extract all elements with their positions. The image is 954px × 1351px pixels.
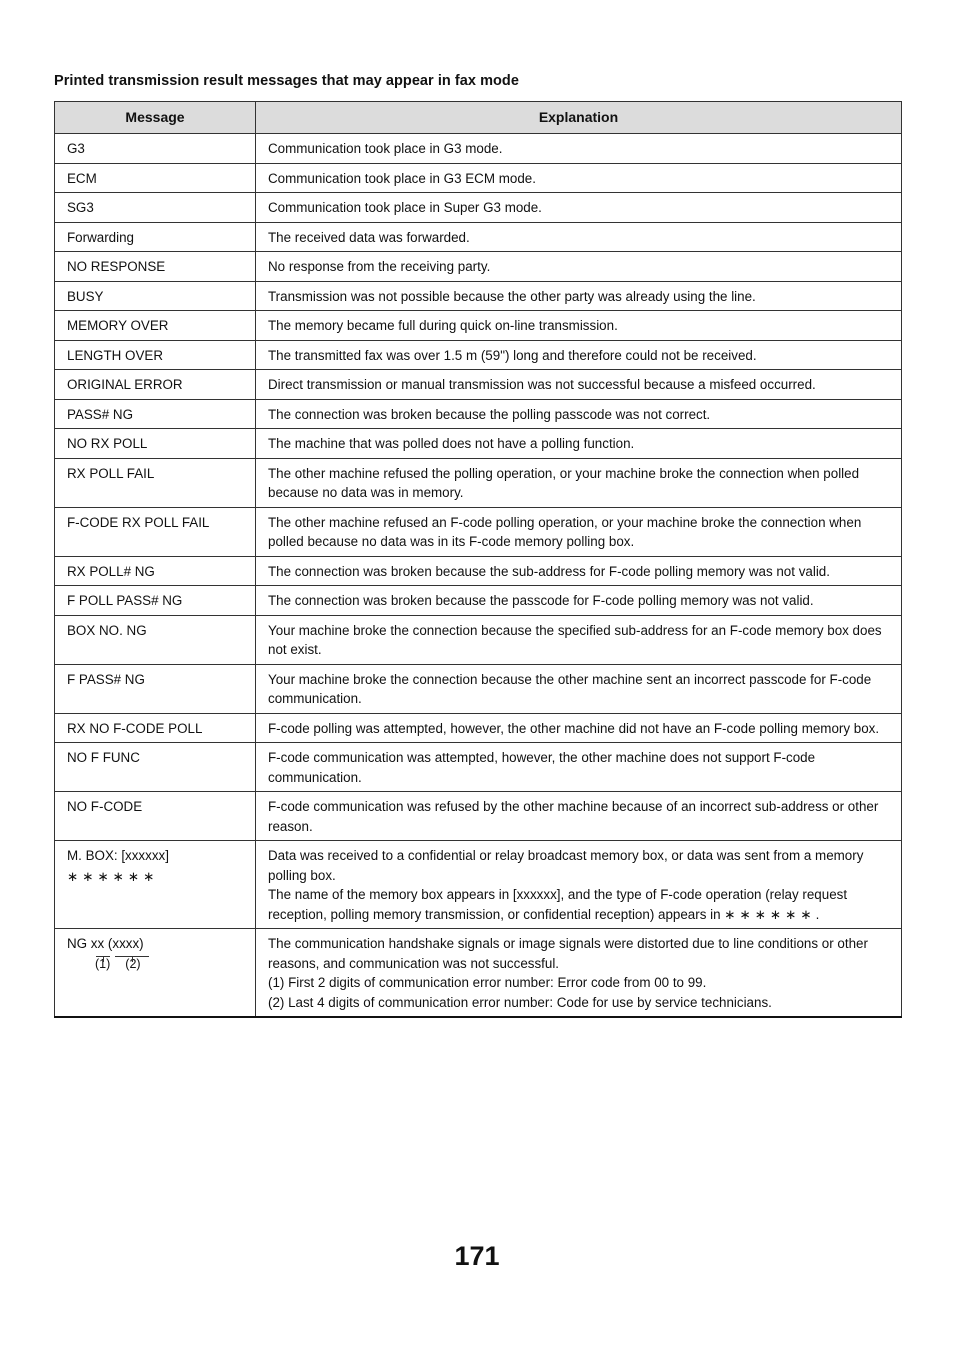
message-cell: NO RESPONSE [55, 252, 256, 282]
table-row [55, 713, 902, 743]
explanation-cell: Your machine broke the connection because the specified sub-address for an F-code memory box does not exist. [256, 615, 902, 664]
message-cell: F PASS# NG [55, 664, 256, 713]
message-cell: PASS# NG [55, 399, 256, 429]
table-row [55, 743, 902, 792]
message-cell: RX NO F-CODE POLL [55, 713, 256, 743]
table-row [55, 281, 902, 311]
message-cell: BUSY [55, 281, 256, 311]
message-cell: NO F FUNC [55, 743, 256, 792]
explanation-text: Data was received to a confidential or relay broadcast memory box, or data was sent from a memory polling box. [268, 848, 864, 883]
error-code-labels [67, 955, 245, 975]
table-row [55, 841, 902, 929]
explanation-cell: The other machine refused the polling operation, or your machine broke the connection when polled because no data was in memory. [256, 458, 902, 507]
message-cell: MEMORY OVER [55, 311, 256, 341]
message-cell: RX POLL FAIL [55, 458, 256, 507]
section-heading: Printed transmission result messages that may appear in fax mode [54, 73, 519, 89]
message-cell: SG3 [55, 193, 256, 223]
column-header-message: Message [55, 102, 256, 134]
explanation-cell: The connection was broken because the sub-address for F-code polling memory was not valid. [256, 556, 902, 586]
table-row [55, 615, 902, 664]
message-text: M. BOX: [xxxxxx] [67, 848, 169, 863]
table-row [55, 252, 902, 282]
explanation-cell: Communication took place in G3 mode. [256, 134, 902, 164]
brace-marker [96, 956, 110, 961]
message-cell: ORIGINAL ERROR [55, 370, 256, 400]
explanation-cell: F-code polling was attempted, however, the other machine did not have an F-code polling memory box. [256, 713, 902, 743]
message-cell: Forwarding [55, 222, 256, 252]
message-cell: NO RX POLL [55, 429, 256, 459]
operation-type-placeholder: ∗∗∗∗∗∗ [67, 868, 159, 884]
explanation-cell [256, 841, 902, 929]
explanation-cell: The connection was broken because the passcode for F-code polling memory was not valid. [256, 586, 902, 616]
explanation-cell: F-code communication was attempted, however, the other machine does not support F-code communication. [256, 743, 902, 792]
table-row [55, 134, 902, 164]
explanation-cell: Transmission was not possible because the other party was already using the line. [256, 281, 902, 311]
table-row [55, 556, 902, 586]
message-cell: LENGTH OVER [55, 340, 256, 370]
table-row [55, 458, 902, 507]
table-row [55, 586, 902, 616]
error-code-label-2: (2) [125, 956, 141, 971]
explanation-cell [256, 929, 902, 1018]
operation-type-placeholder: ∗∗∗∗∗∗ [724, 906, 816, 922]
column-header-explanation: Explanation [256, 102, 902, 134]
explanation-text [268, 885, 891, 924]
table-row [55, 929, 902, 1018]
message-cell [55, 841, 256, 929]
explanation-cell: F-code communication was refused by the other machine because of an incorrect sub-address or other reason. [256, 792, 902, 841]
messages-table [54, 101, 902, 1018]
explanation-cell: The transmitted fax was over 1.5 m (59") long and therefore could not be received. [256, 340, 902, 370]
message-cell: NO F-CODE [55, 792, 256, 841]
explanation-cell: Communication took place in Super G3 mode. [256, 193, 902, 223]
table-row [55, 222, 902, 252]
table-row [55, 399, 902, 429]
message-cell [55, 929, 256, 1018]
page-number: 171 [454, 1241, 500, 1271]
error-code-diagram [67, 934, 245, 974]
message-cell: RX POLL# NG [55, 556, 256, 586]
explanation-cell: The connection was broken because the polling passcode was not correct. [256, 399, 902, 429]
explanation-cell: The memory became full during quick on-line transmission. [256, 311, 902, 341]
table-row [55, 340, 902, 370]
table-row [55, 370, 902, 400]
brace-marker [115, 956, 149, 961]
explanation-cell: The machine that was polled does not have a polling function. [256, 429, 902, 459]
explanation-text: The communication handshake signals or image signals were distorted due to line conditions or other reasons, and communication was not successful. [268, 936, 868, 971]
explanation-cell: The other machine refused an F-code polling operation, or your machine broke the connection when polled because no data was in its F-code memory polling box. [256, 507, 902, 556]
error-code-label-1: (1) [95, 956, 111, 971]
message-cell: F POLL PASS# NG [55, 586, 256, 616]
message-cell: G3 [55, 134, 256, 164]
explanation-cell: Direct transmission or manual transmission was not successful because a misfeed occurred. [256, 370, 902, 400]
table-row [55, 163, 902, 193]
table-body [55, 134, 902, 1018]
explanation-text: (1) First 2 digits of communication error number: Error code from 00 to 99. [268, 975, 707, 990]
table-row [55, 193, 902, 223]
table-header-row [55, 102, 902, 134]
table-row [55, 429, 902, 459]
explanation-cell: No response from the receiving party. [256, 252, 902, 282]
table-row [55, 507, 902, 556]
message-cell: F-CODE RX POLL FAIL [55, 507, 256, 556]
message-cell: ECM [55, 163, 256, 193]
explanation-text: (2) Last 4 digits of communication error number: Code for use by service technicians. [268, 994, 772, 1010]
explanation-text-end: . [815, 906, 820, 922]
explanation-cell: Communication took place in G3 ECM mode. [256, 163, 902, 193]
explanation-cell: The received data was forwarded. [256, 222, 902, 252]
table-row [55, 311, 902, 341]
explanation-cell: Your machine broke the connection because the other machine sent an incorrect passcode for F-code communication. [256, 664, 902, 713]
message-cell: BOX NO. NG [55, 615, 256, 664]
table-row [55, 664, 902, 713]
explanation-text-part: The name of the memory box appears in [xxxxxx], and the type of F-code operation (relay request reception, polling memory transmission, or confidential reception) appears in [268, 887, 848, 922]
message-text: NG xx (xxxx) [67, 936, 144, 951]
table-row [55, 792, 902, 841]
